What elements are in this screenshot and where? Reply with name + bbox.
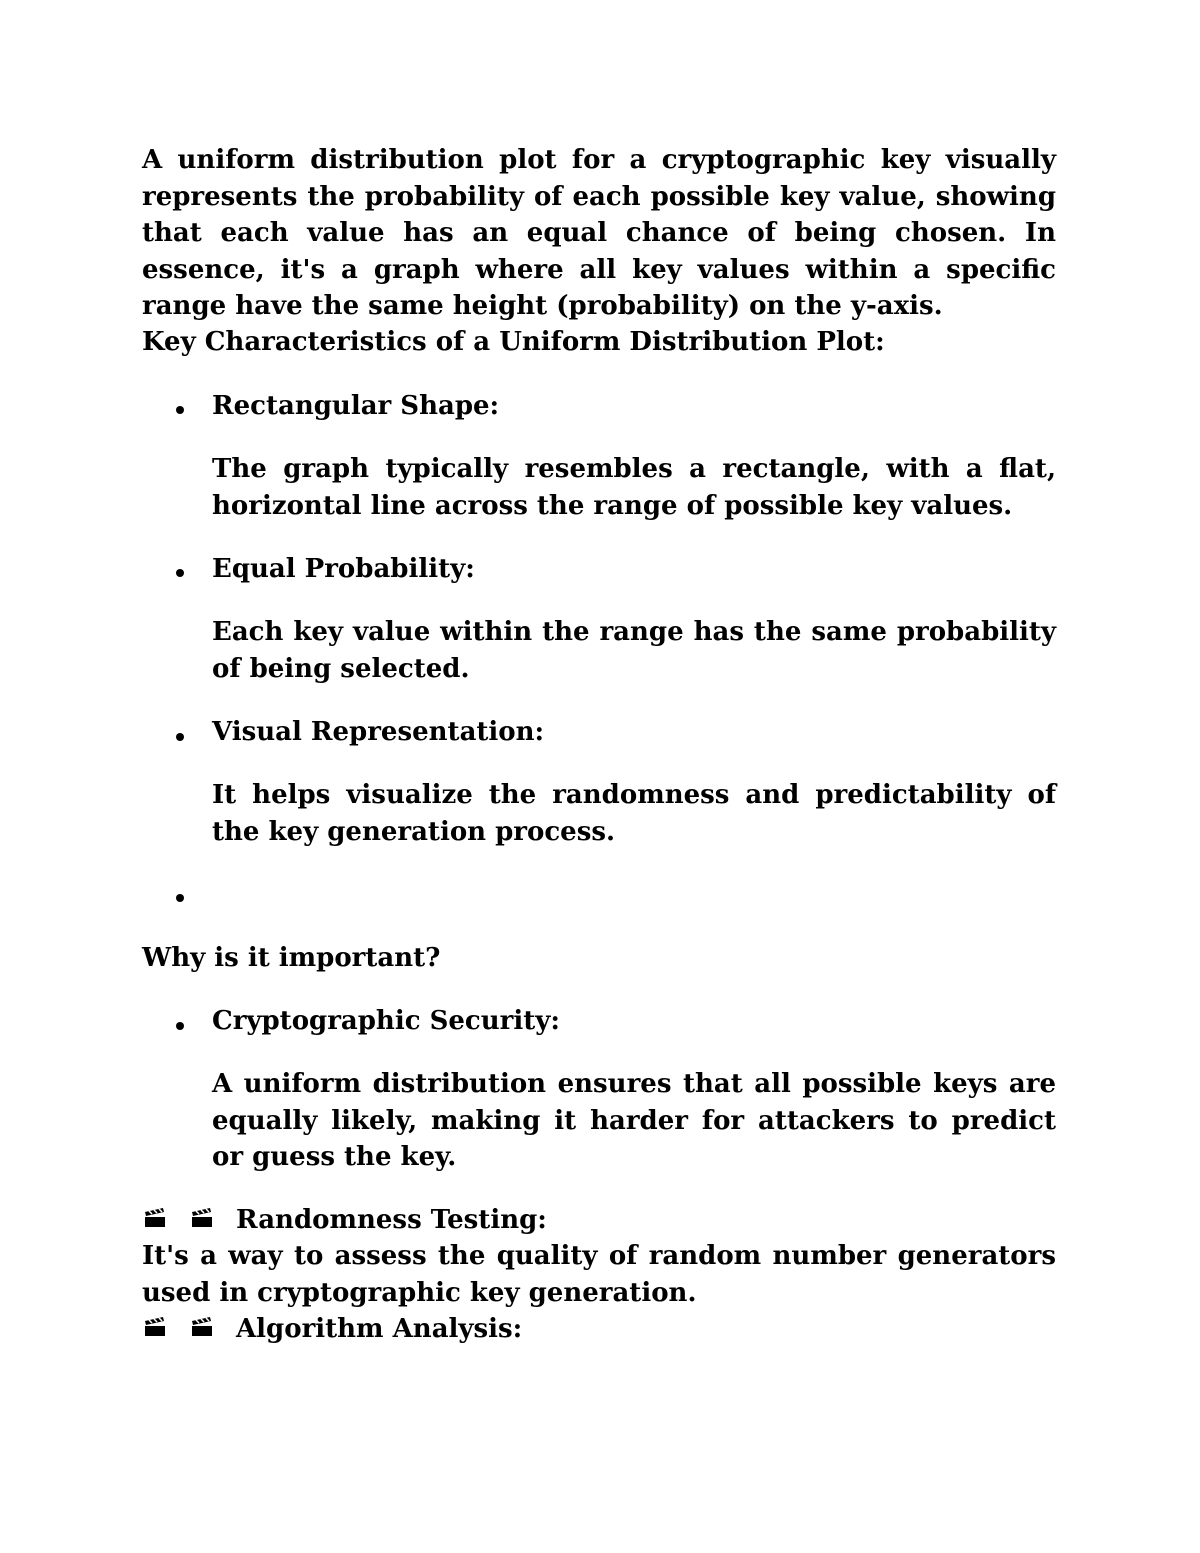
characteristic-body: The graph typically resembles a rectangle, with a flat, horizontal line across the range of possible key values. (212, 454, 1056, 521)
clapperboard-icon (144, 1208, 166, 1228)
bullet-icon (176, 569, 184, 577)
bullet-icon (176, 1022, 184, 1030)
characteristic-title: Rectangular Shape: (212, 391, 500, 421)
clapperboard-icon (191, 1317, 213, 1337)
randomness-testing-title: Randomness Testing: (236, 1205, 547, 1235)
importance-body: A uniform distribution ensures that all possible keys are equally likely, making it harder for attackers to predict or guess the key. (212, 1069, 1056, 1172)
algorithm-analysis-title: Algorithm Analysis: (236, 1314, 523, 1344)
clapperboard-icon (191, 1208, 213, 1228)
importance-title: Cryptographic Security: (212, 1006, 560, 1036)
characteristics-heading: Key Characteristics of a Uniform Distribution Plot: (142, 327, 885, 357)
bullet-icon (176, 733, 184, 741)
clapperboard-icon (144, 1317, 166, 1337)
randomness-testing-body: It's a way to assess the quality of random number generators used in cryptographic key generation. (142, 1241, 1056, 1308)
bullet-icon (176, 406, 184, 414)
characteristic-body: Each key value within the range has the same probability of being selected. (212, 617, 1056, 684)
importance-heading: Why is it important? (142, 943, 441, 973)
characteristic-title: Visual Representation: (212, 717, 545, 747)
intro-paragraph: A uniform distribution plot for a cryptographic key visually represents the probability of each possible key value, showing that each value has an equal chance of being chosen. In essence, it's a graph where all key values within a specific range have the same height (probability) on the y-axis. (142, 145, 1056, 321)
characteristic-body: It helps visualize the randomness and predictability of the key generation process. (212, 780, 1056, 847)
empty-bullet-icon (176, 894, 184, 902)
characteristic-title: Equal Probability: (212, 554, 475, 584)
